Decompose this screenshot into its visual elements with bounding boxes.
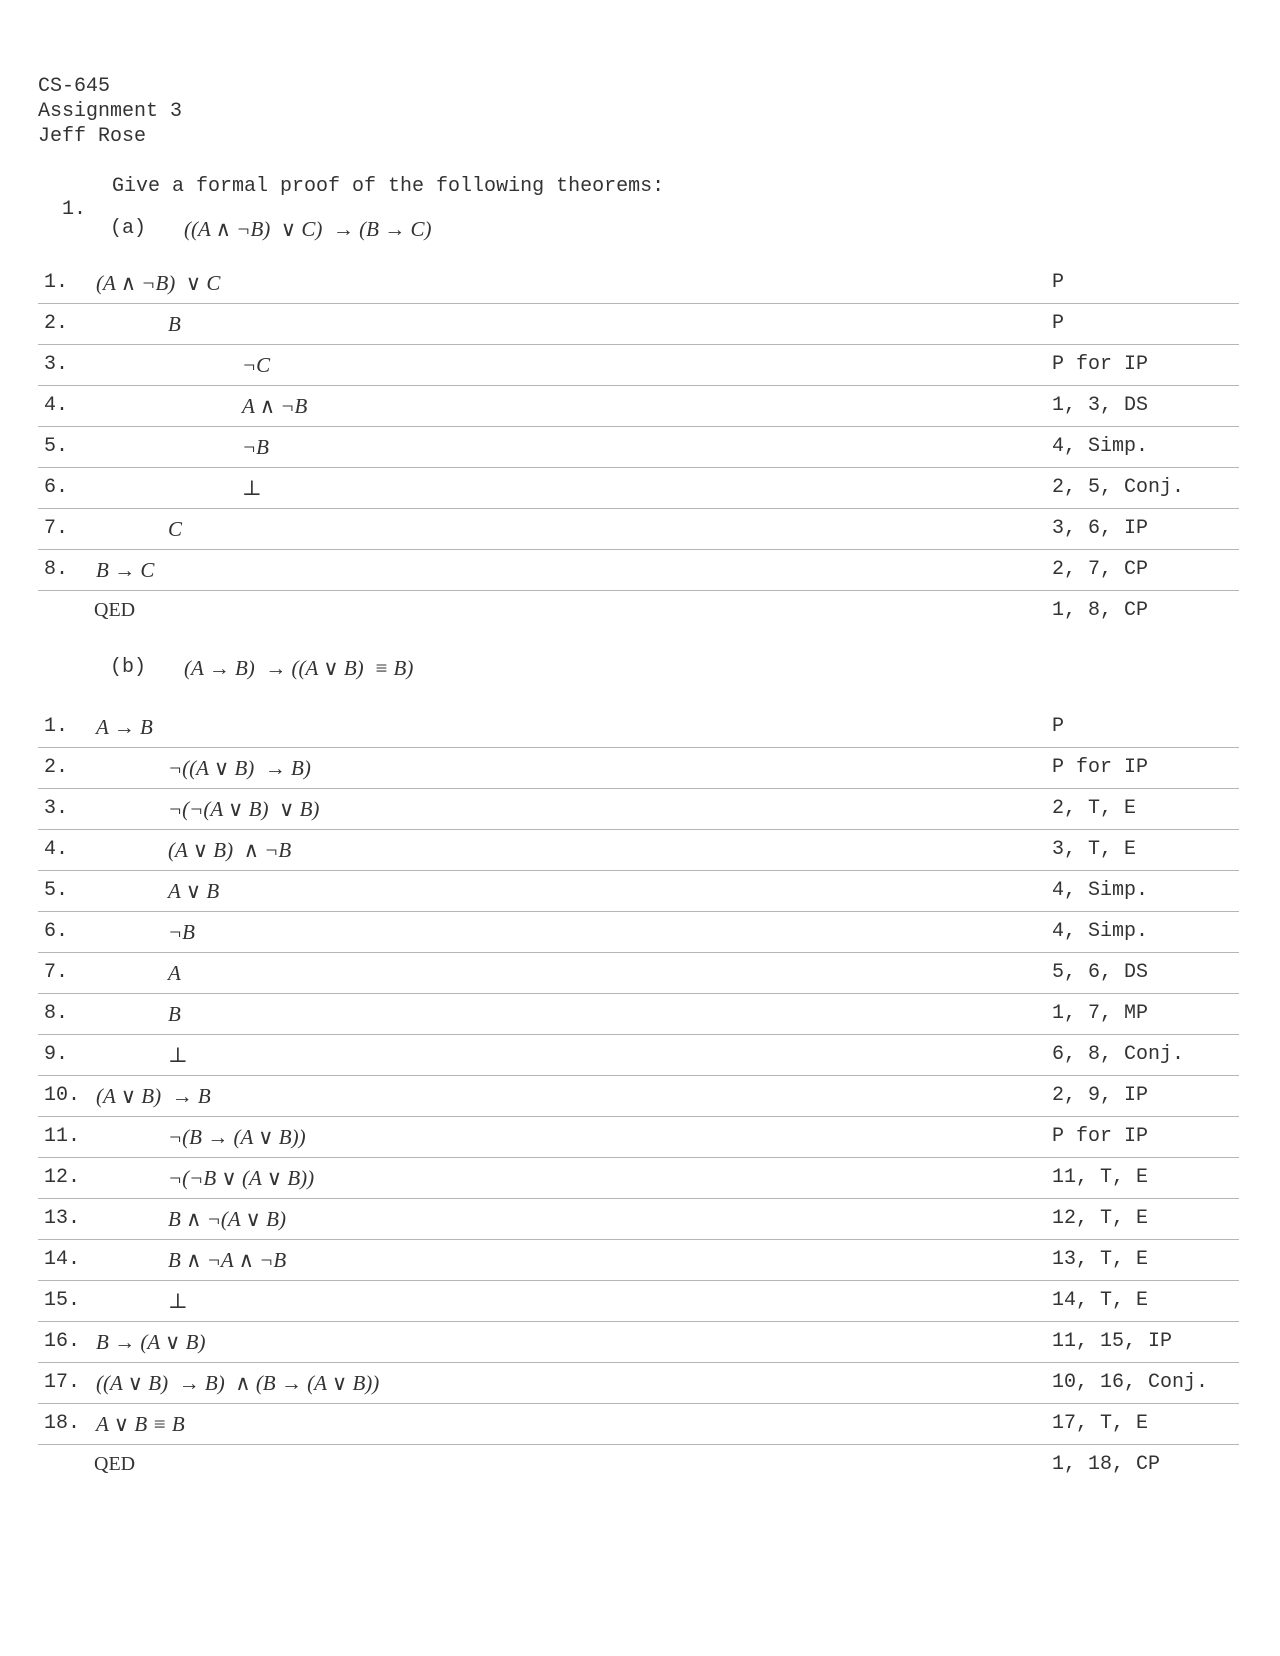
line-justification: 13, T, E	[1052, 1248, 1149, 1271]
line-number: 10.	[44, 1084, 81, 1107]
line-justification: P	[1052, 715, 1065, 738]
proof-line	[38, 1363, 1239, 1404]
line-number: 3.	[44, 353, 69, 376]
line-justification: 3, 6, IP	[1052, 517, 1149, 540]
line-number: 8.	[44, 1002, 69, 1025]
line-justification: 12, T, E	[1052, 1207, 1149, 1230]
theorem-a-formula: ((A ∧ ¬B) ∨ C) → (B → C)	[184, 217, 432, 241]
proof-line	[38, 1199, 1239, 1240]
proof-line	[38, 1404, 1239, 1445]
part-label-b: (b)	[110, 656, 147, 679]
proof-line	[38, 1117, 1239, 1158]
line-number: 9.	[44, 1043, 69, 1066]
line-formula: ¬(¬B ∨ (A ∨ B))	[168, 1166, 315, 1190]
proof-line	[38, 871, 1239, 912]
line-number: 4.	[44, 838, 69, 861]
line-number: 14.	[44, 1248, 81, 1271]
line-justification: 17, T, E	[1052, 1412, 1149, 1435]
line-formula: (A ∧ ¬B) ∨ C	[96, 271, 221, 295]
qed-line	[38, 591, 1239, 631]
line-justification: 4, Simp.	[1052, 879, 1149, 902]
qed-label: QED	[94, 599, 136, 621]
line-number: 18.	[44, 1412, 81, 1435]
qed-line	[38, 1445, 1239, 1485]
line-formula: ⊥	[242, 476, 262, 500]
line-formula: (A ∨ B) ∧ ¬B	[168, 838, 292, 862]
author-name: Jeff Rose	[38, 125, 147, 148]
proof-line	[38, 953, 1239, 994]
line-justification: 2, T, E	[1052, 797, 1137, 820]
qed-justification: 1, 18, CP	[1052, 1453, 1161, 1476]
question-number: 1.	[62, 198, 87, 221]
proof-line	[38, 345, 1239, 386]
line-number: 15.	[44, 1289, 81, 1312]
line-formula: B ∧ ¬A ∧ ¬B	[168, 1248, 287, 1272]
line-justification: 4, Simp.	[1052, 920, 1149, 943]
line-formula: ¬(¬(A ∨ B) ∨ B)	[168, 797, 320, 821]
line-justification: 3, T, E	[1052, 838, 1137, 861]
proof-line	[38, 427, 1239, 468]
line-formula: A ∨ B ≡ B	[96, 1412, 185, 1436]
line-formula: A → B	[96, 715, 153, 739]
line-justification: 4, Simp.	[1052, 435, 1149, 458]
assignment-title: Assignment 3	[38, 100, 183, 123]
line-justification: 6, 8, Conj.	[1052, 1043, 1185, 1066]
line-formula: ¬((A ∨ B) → B)	[168, 756, 311, 780]
line-number: 8.	[44, 558, 69, 581]
line-formula: ¬B	[242, 435, 269, 459]
line-number: 5.	[44, 435, 69, 458]
line-number: 7.	[44, 961, 69, 984]
qed-label: QED	[94, 1453, 136, 1475]
line-formula: C	[168, 517, 183, 541]
line-formula: A ∨ B	[168, 879, 220, 903]
line-justification: 11, T, E	[1052, 1166, 1149, 1189]
line-formula: ⊥	[168, 1289, 188, 1313]
proof-line	[38, 468, 1239, 509]
line-formula: ¬B	[168, 920, 195, 944]
qed-justification: 1, 8, CP	[1052, 599, 1149, 622]
proof-line	[38, 263, 1239, 304]
line-number: 3.	[44, 797, 69, 820]
question-text: Give a formal proof of the following theorems:	[112, 175, 665, 198]
line-formula: B ∧ ¬(A ∨ B)	[168, 1207, 287, 1231]
line-formula: B	[168, 312, 181, 336]
proof-line	[38, 1281, 1239, 1322]
proof-b-table	[38, 707, 1239, 1485]
line-justification: 10, 16, Conj.	[1052, 1371, 1209, 1394]
line-number: 7.	[44, 517, 69, 540]
line-number: 13.	[44, 1207, 81, 1230]
line-justification: P for IP	[1052, 1125, 1149, 1148]
line-formula: (A ∨ B) → B	[96, 1084, 211, 1108]
proof-line	[38, 748, 1239, 789]
line-number: 11.	[44, 1125, 81, 1148]
line-number: 6.	[44, 476, 69, 499]
line-justification: 5, 6, DS	[1052, 961, 1149, 984]
proof-line	[38, 912, 1239, 953]
line-number: 16.	[44, 1330, 81, 1353]
line-justification: 11, 15, IP	[1052, 1330, 1173, 1353]
line-justification: 14, T, E	[1052, 1289, 1149, 1312]
line-number: 1.	[44, 271, 69, 294]
proof-line	[38, 386, 1239, 427]
line-number: 1.	[44, 715, 69, 738]
line-justification: 2, 9, IP	[1052, 1084, 1149, 1107]
proof-line	[38, 1158, 1239, 1199]
proof-line	[38, 304, 1239, 345]
proof-line	[38, 707, 1239, 748]
proof-line	[38, 1322, 1239, 1363]
proof-line	[38, 550, 1239, 591]
line-formula: B	[168, 1002, 181, 1026]
line-justification: P	[1052, 312, 1065, 335]
line-formula: B → (A ∨ B)	[96, 1330, 206, 1354]
line-justification: 1, 7, MP	[1052, 1002, 1149, 1025]
proof-line	[38, 1076, 1239, 1117]
line-formula: A	[168, 961, 181, 985]
line-number: 5.	[44, 879, 69, 902]
course-code: CS-645	[38, 75, 111, 98]
proof-line	[38, 1240, 1239, 1281]
proof-a-table	[38, 263, 1239, 631]
line-formula: ⊥	[168, 1043, 188, 1067]
line-formula: ¬C	[242, 353, 271, 377]
line-justification: P for IP	[1052, 756, 1149, 779]
line-justification: P for IP	[1052, 353, 1149, 376]
line-justification: 2, 7, CP	[1052, 558, 1149, 581]
line-formula: B → C	[96, 558, 155, 582]
line-justification: 2, 5, Conj.	[1052, 476, 1185, 499]
line-justification: 1, 3, DS	[1052, 394, 1149, 417]
line-number: 17.	[44, 1371, 81, 1394]
line-formula: ((A ∨ B) → B) ∧ (B → (A ∨ B))	[96, 1371, 380, 1395]
proof-line	[38, 1035, 1239, 1076]
line-justification: P	[1052, 271, 1065, 294]
proof-line	[38, 994, 1239, 1035]
line-formula: ¬(B → (A ∨ B))	[168, 1125, 306, 1149]
line-number: 12.	[44, 1166, 81, 1189]
proof-line	[38, 509, 1239, 550]
proof-line	[38, 830, 1239, 871]
line-formula: A ∧ ¬B	[242, 394, 308, 418]
part-label-a: (a)	[110, 217, 147, 240]
line-number: 2.	[44, 756, 69, 779]
line-number: 2.	[44, 312, 69, 335]
line-number: 6.	[44, 920, 69, 943]
proof-line	[38, 789, 1239, 830]
document-header	[38, 74, 182, 149]
theorem-b-formula: (A → B) → ((A ∨ B) ≡ B)	[184, 656, 414, 680]
line-number: 4.	[44, 394, 69, 417]
